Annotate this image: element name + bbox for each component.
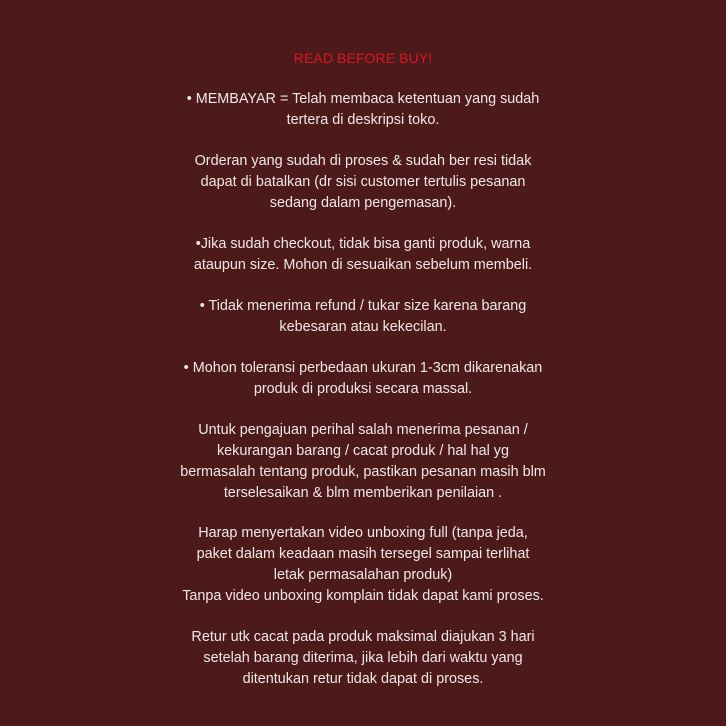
rule-6-line-1: Untuk pengajuan perihal salah menerima pesanan / — [198, 422, 528, 438]
rule-3-line-2: ataupun size. Mohon di sesuaikan sebelum membeli. — [193, 257, 533, 273]
rule-8-line-1: Retur utk cacat pada produk maksimal diajukan 3 hari — [191, 629, 535, 645]
rule-4-line-2: kebesaran atau kekecilan. — [279, 319, 447, 335]
rule-8-line-2: setelah barang diterima, jika lebih dari waktu yang — [203, 650, 523, 666]
rule-2-line-1: Orderan yang sudah di proses & sudah ber resi tidak — [194, 153, 532, 169]
rule-1-line-1: • MEMBAYAR = Telah membaca ketentuan yang sudah — [186, 91, 540, 107]
rule-2-line-2: dapat di batalkan (dr sisi customer tertulis pesanan — [200, 174, 526, 190]
rule-6-line-4: terselesaikan & blm memberikan penilaian . — [223, 485, 503, 501]
rule-7-line-2: paket dalam keadaan masih tersegel sampai terlihat — [196, 546, 530, 562]
rule-7-line-3: letak permasalahan produk) — [273, 567, 453, 583]
rule-1-line-2: tertera di deskripsi toko. — [286, 112, 440, 128]
rule-5-line-1: • Mohon toleransi perbedaan ukuran 1-3cm dikarenakan — [183, 360, 543, 376]
rule-7-line-4: Tanpa video unboxing komplain tidak dapat kami proses. — [182, 588, 544, 604]
rule-4-line-1: • Tidak menerima refund / tukar size karena barang — [199, 298, 527, 314]
rule-7-line-1: Harap menyertakan video unboxing full (tanpa jeda, — [198, 525, 528, 541]
rule-3-line-1: •Jika sudah checkout, tidak bisa ganti produk, warna — [195, 236, 531, 252]
rule-8-line-3: ditentukan retur tidak dapat di proses. — [242, 671, 484, 687]
rule-6-line-3: bermasalah tentang produk, pastikan pesanan masih blm — [180, 464, 546, 480]
notice-title: READ BEFORE BUY! — [293, 50, 433, 66]
rule-5-line-2: produk di produksi secara massal. — [253, 381, 473, 397]
rule-6-line-2: kekurangan barang / cacat produk / hal hal yg — [216, 443, 509, 459]
rule-2-line-3: sedang dalam pengemasan). — [269, 195, 457, 211]
